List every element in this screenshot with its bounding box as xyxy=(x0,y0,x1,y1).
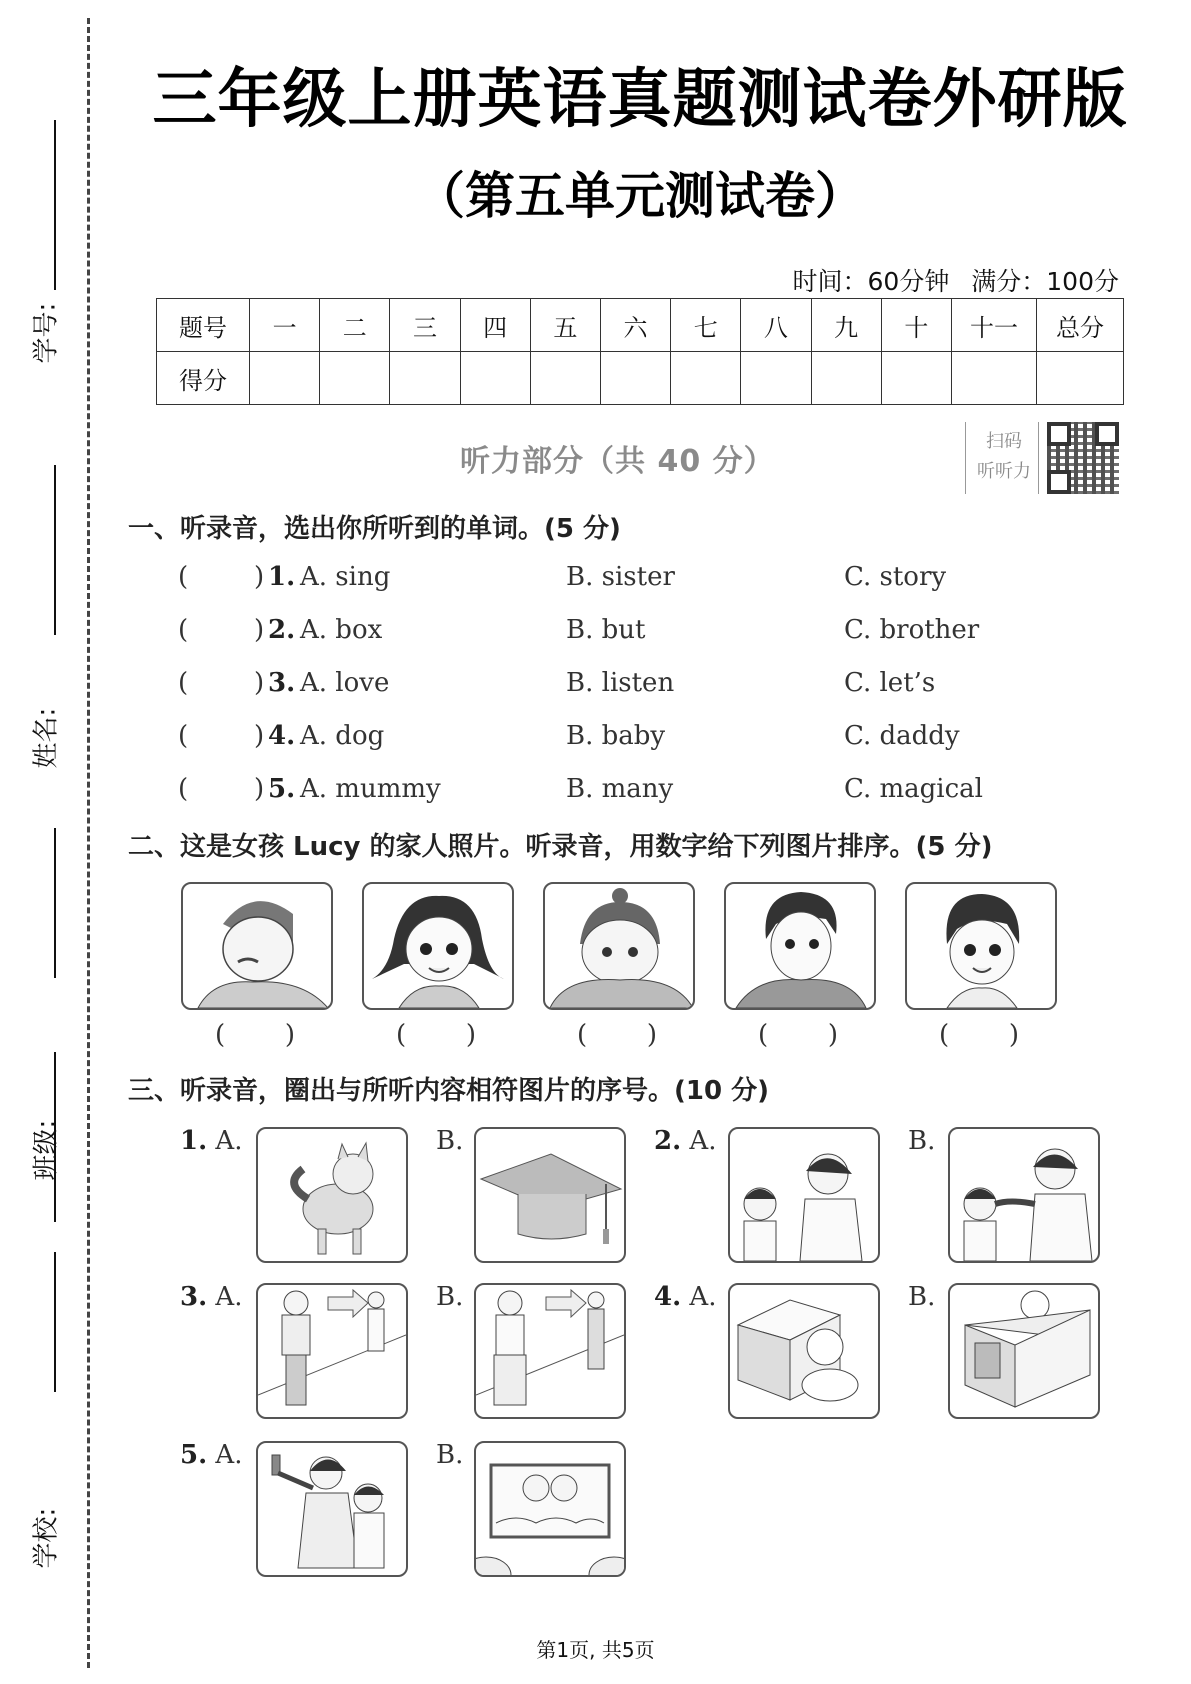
header-cell: 八 xyxy=(741,299,811,352)
option-picture-girl-to-boy[interactable] xyxy=(474,1283,626,1419)
score-table-score-row xyxy=(157,352,1124,405)
header-cell: 四 xyxy=(460,299,530,352)
option-c: C. let’s xyxy=(844,668,936,698)
class-label: 班级: xyxy=(31,1119,62,1181)
section3-heading: 三、听录音，圈出与所听内容相符图片的序号。(10 分) xyxy=(128,1076,769,1106)
header-cell: 五 xyxy=(530,299,600,352)
question-row xyxy=(178,721,1078,761)
header-cell: 九 xyxy=(811,299,881,352)
answer-blank-close: ) xyxy=(254,562,265,592)
qr-hint-line1: 扫码 xyxy=(986,431,1022,452)
order-blank[interactable] xyxy=(758,1020,838,1050)
question-row xyxy=(178,562,1078,602)
answer-blank-open[interactable]: ( xyxy=(178,721,189,751)
answer-blank-close: ) xyxy=(254,774,265,804)
paren-open: ( xyxy=(215,1020,226,1050)
option-b-label: B. xyxy=(436,1126,464,1156)
option-b-label: B. xyxy=(436,1282,464,1312)
question-number: 3. xyxy=(268,668,296,698)
picture-girl xyxy=(362,882,514,1010)
qr-code-block[interactable] xyxy=(965,422,1125,500)
option-a-label: A. xyxy=(215,1282,243,1312)
option-c: C. magical xyxy=(844,774,983,804)
item-label xyxy=(180,1440,242,1470)
page-title: 三年级上册英语真题测试卷外研版 xyxy=(152,63,1128,137)
qr-hint-line2: 听听力 xyxy=(977,461,1031,482)
option-a-label: A. xyxy=(215,1440,243,1470)
header-cell: 六 xyxy=(600,299,670,352)
paren-close: ) xyxy=(465,1020,476,1050)
paren-close: ) xyxy=(646,1020,657,1050)
class-line[interactable] xyxy=(54,828,56,978)
item-label xyxy=(654,1282,716,1312)
option-picture-cat[interactable] xyxy=(256,1127,408,1263)
exam-meta xyxy=(779,262,1119,298)
option-b-label: B. xyxy=(908,1282,936,1312)
score-table xyxy=(156,298,1124,405)
option-b: B. many xyxy=(566,774,674,804)
answer-blank-close: ) xyxy=(254,668,265,698)
question-row xyxy=(178,615,1078,655)
option-b: B. baby xyxy=(566,721,666,751)
dog-beside-box-icon xyxy=(730,1285,878,1417)
girl-arrow-boy-icon xyxy=(476,1285,624,1417)
page-number: 第1页, 共5页 xyxy=(536,1638,655,1662)
cat-illustration-icon xyxy=(258,1129,406,1261)
mother-and-boy-icon xyxy=(730,1129,878,1261)
option-picture-graduation-cap[interactable] xyxy=(474,1127,626,1263)
score-table-header-row xyxy=(157,299,1124,352)
order-blank[interactable] xyxy=(577,1020,657,1050)
option-a: A. box xyxy=(300,615,383,645)
paren-close: ) xyxy=(1008,1020,1019,1050)
question-number: 2. xyxy=(268,615,296,645)
paren-close: ) xyxy=(284,1020,295,1050)
score-cell[interactable] xyxy=(741,352,811,405)
item-number: 4. xyxy=(654,1282,682,1312)
header-cell: 题号 xyxy=(157,299,250,352)
item-number: 1. xyxy=(180,1126,208,1156)
option-b-label: B. xyxy=(908,1126,936,1156)
order-blank[interactable] xyxy=(215,1020,295,1050)
option-picture-mother-touching[interactable] xyxy=(948,1127,1100,1263)
score-cell[interactable] xyxy=(250,352,320,405)
option-b: B. sister xyxy=(566,562,675,592)
name-label: 姓名: xyxy=(31,707,62,769)
score-cell[interactable] xyxy=(952,352,1037,405)
answer-blank-close: ) xyxy=(254,721,265,751)
item-label xyxy=(180,1126,242,1156)
father-illustration-icon xyxy=(726,884,874,1008)
name-line[interactable] xyxy=(54,465,56,635)
header-cell: 十一 xyxy=(952,299,1037,352)
school-line[interactable] xyxy=(54,1252,56,1392)
class-line-lower[interactable] xyxy=(54,1052,56,1222)
option-a: A. love xyxy=(300,668,390,698)
score-row-label: 得分 xyxy=(157,352,250,405)
paren-open: ( xyxy=(758,1020,769,1050)
option-a: A. dog xyxy=(300,721,385,751)
paren-open: ( xyxy=(577,1020,588,1050)
full-score: 满分：100分 xyxy=(971,267,1119,296)
question-number: 4. xyxy=(268,721,296,751)
time-limit: 时间：60分钟 xyxy=(792,267,950,296)
listening-section-title: 听力部分（共 40 分） xyxy=(460,444,775,479)
picture-father xyxy=(724,882,876,1010)
picture-grandma xyxy=(543,882,695,1010)
item-number: 3. xyxy=(180,1282,208,1312)
option-b: B. but xyxy=(566,615,646,645)
item-label xyxy=(654,1126,716,1156)
question-number: 5. xyxy=(268,774,296,804)
option-picture-selfie[interactable] xyxy=(256,1441,408,1577)
option-c: C. daddy xyxy=(844,721,960,751)
option-picture-dog-beside-box[interactable] xyxy=(728,1283,880,1419)
option-b: B. listen xyxy=(566,668,675,698)
option-picture-boy-to-girl[interactable] xyxy=(256,1283,408,1419)
answer-blank-close: ) xyxy=(254,615,265,645)
section2-heading: 二、这是女孩 Lucy 的家人照片。听录音，用数字给下列图片排序。(5 分) xyxy=(128,832,993,862)
paren-open: ( xyxy=(396,1020,407,1050)
option-a: A. sing xyxy=(300,562,391,592)
score-cell[interactable] xyxy=(390,352,460,405)
score-cell[interactable] xyxy=(671,352,741,405)
score-cell[interactable] xyxy=(320,352,390,405)
header-cell: 总分 xyxy=(1037,299,1124,352)
answer-blank-open[interactable]: ( xyxy=(178,562,189,592)
question-row xyxy=(178,668,1078,708)
order-blank[interactable] xyxy=(396,1020,476,1050)
score-cell[interactable] xyxy=(881,352,951,405)
option-a: A. mummy xyxy=(300,774,441,804)
question-row xyxy=(178,774,1078,814)
grandpa-illustration-icon xyxy=(183,884,331,1008)
paren-open: ( xyxy=(939,1020,950,1050)
header-cell: 十 xyxy=(881,299,951,352)
school-label: 学校: xyxy=(31,1507,62,1569)
paren-close: ) xyxy=(827,1020,838,1050)
boy-arrow-girl-icon xyxy=(258,1285,406,1417)
cut-line xyxy=(87,18,90,1668)
option-c: C. story xyxy=(844,562,947,592)
total-score-cell[interactable] xyxy=(1037,352,1124,405)
qr-code-icon[interactable] xyxy=(1047,422,1119,494)
option-picture-dog-in-box[interactable] xyxy=(948,1283,1100,1419)
header-cell: 二 xyxy=(320,299,390,352)
holding-photo-icon xyxy=(476,1443,624,1575)
order-blank[interactable] xyxy=(939,1020,1019,1050)
answer-blank-open[interactable]: ( xyxy=(178,668,189,698)
graduation-cap-icon xyxy=(476,1129,624,1261)
item-number: 5. xyxy=(180,1440,208,1470)
option-a-label: A. xyxy=(689,1126,717,1156)
selfie-illustration-icon xyxy=(258,1443,406,1575)
picture-boy xyxy=(905,882,1057,1010)
header-cell: 一 xyxy=(250,299,320,352)
grandma-illustration-icon xyxy=(545,884,693,1008)
option-picture-mother-talking[interactable] xyxy=(728,1127,880,1263)
section1-heading: 一、听录音，选出你所听到的单词。(5 分) xyxy=(128,514,621,544)
option-picture-holding-photo[interactable] xyxy=(474,1441,626,1577)
page-subtitle: （第五单元测试卷） xyxy=(415,167,865,225)
score-cell[interactable] xyxy=(460,352,530,405)
boy-illustration-icon xyxy=(907,884,1055,1008)
student-id-label: 学号: xyxy=(31,302,62,364)
option-c: C. brother xyxy=(844,615,980,645)
student-id-line[interactable] xyxy=(54,120,56,290)
option-a-label: A. xyxy=(215,1126,243,1156)
item-number: 2. xyxy=(654,1126,682,1156)
question-number: 1. xyxy=(268,562,296,592)
header-cell: 七 xyxy=(671,299,741,352)
picture-grandpa xyxy=(181,882,333,1010)
item-label xyxy=(180,1282,242,1312)
answer-blank-open[interactable]: ( xyxy=(178,774,189,804)
score-cell[interactable] xyxy=(600,352,670,405)
score-cell[interactable] xyxy=(530,352,600,405)
answer-blank-open[interactable]: ( xyxy=(178,615,189,645)
header-cell: 三 xyxy=(390,299,460,352)
girl-illustration-icon xyxy=(364,884,512,1008)
option-a-label: A. xyxy=(689,1282,717,1312)
score-cell[interactable] xyxy=(811,352,881,405)
option-b-label: B. xyxy=(436,1440,464,1470)
dog-in-box-icon xyxy=(950,1285,1098,1417)
mother-touching-boy-icon xyxy=(950,1129,1098,1261)
